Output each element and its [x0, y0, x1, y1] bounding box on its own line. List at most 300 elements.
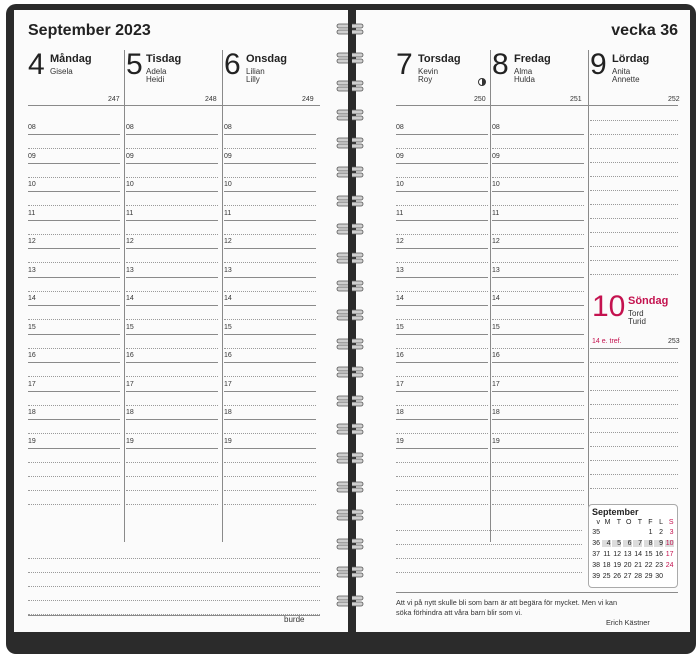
half-hour-rule	[126, 376, 218, 377]
hour-label: 12	[396, 238, 404, 245]
name-day: Kevin	[418, 67, 439, 76]
hour-rule	[126, 391, 218, 392]
spiral-ring	[336, 337, 364, 351]
half-hour-rule	[492, 205, 584, 206]
half-hour-rule	[224, 462, 316, 463]
half-hour-rule	[396, 177, 488, 178]
calendar-week-number: 37	[592, 551, 600, 558]
day-number: 10	[592, 290, 626, 323]
half-hour-rule	[126, 319, 218, 320]
spiral-ring	[336, 51, 364, 65]
sunday-note-rule	[590, 474, 678, 475]
half-hour-rule	[28, 177, 120, 178]
hour-label: 11	[224, 209, 232, 217]
saturday-rule	[590, 218, 678, 219]
day-name: Onsdag	[246, 53, 287, 65]
spiral-ring	[336, 108, 364, 122]
name-day: Heidi	[146, 75, 165, 84]
calendar-day: 7	[633, 540, 642, 547]
hour-rule	[28, 334, 120, 335]
half-hour-rule	[492, 291, 584, 292]
half-hour-rule	[224, 177, 316, 178]
hour-rule	[396, 220, 488, 221]
half-hour-rule	[396, 433, 488, 434]
hour-rule	[126, 134, 218, 135]
calendar-day: 10	[665, 540, 674, 547]
spiral-ring	[336, 394, 364, 408]
top-rule	[28, 105, 320, 106]
hour-rule	[224, 163, 316, 164]
day-name: Fredag	[514, 53, 551, 65]
hour-rule	[126, 448, 218, 449]
day-name: Torsdag	[418, 53, 461, 65]
sunday-note-rule	[590, 362, 678, 363]
calendar-day: 21	[634, 562, 642, 569]
spiral-ring	[336, 136, 364, 150]
half-hour-rule	[224, 205, 316, 206]
week-title: vecka 36	[611, 22, 678, 39]
name-day: Gisela	[50, 67, 73, 76]
note-rule	[28, 558, 320, 559]
note-rule	[492, 490, 584, 491]
half-hour-rule	[396, 462, 488, 463]
name-day: Anita	[612, 67, 631, 76]
quote-author: Erich Kästner	[606, 618, 650, 627]
hour-rule	[224, 191, 316, 192]
hour-label: 14	[126, 295, 134, 302]
hour-label: 10	[28, 181, 36, 188]
note-rule	[28, 572, 320, 573]
spiral-ring	[336, 422, 364, 436]
hour-rule	[224, 334, 316, 335]
half-hour-rule	[492, 148, 584, 149]
note-rule	[28, 600, 320, 601]
day-number: 7	[396, 48, 413, 81]
hour-rule	[492, 448, 584, 449]
half-hour-rule	[224, 376, 316, 377]
calendar-day: 6	[623, 540, 632, 547]
calendar-day: 9	[654, 540, 663, 547]
hour-rule	[396, 248, 488, 249]
hour-label: 08	[396, 124, 404, 131]
hour-label: 15	[224, 323, 232, 331]
bottom-rule	[28, 615, 320, 616]
day-of-year: 250	[474, 96, 486, 103]
day-of-year: 252	[668, 96, 680, 103]
calendar-day: 24	[665, 562, 674, 569]
calendar-day: 16	[655, 551, 663, 558]
calendar-day: 11	[603, 551, 611, 558]
hour-rule	[396, 334, 488, 335]
saturday-rule	[590, 176, 678, 177]
half-hour-rule	[492, 462, 584, 463]
note-rule	[396, 530, 582, 531]
hour-label: 14	[28, 295, 36, 302]
hour-rule	[224, 220, 316, 221]
half-hour-rule	[126, 433, 218, 434]
calendar-day: 29	[644, 573, 653, 580]
hour-label: 19	[28, 437, 36, 445]
sunday-note-rule	[590, 376, 678, 377]
spiral-ring	[336, 165, 364, 179]
half-hour-rule	[492, 177, 584, 178]
quote-rule	[396, 592, 678, 593]
calendar-day: 27	[623, 573, 632, 580]
column-divider	[124, 50, 125, 542]
hour-label: 19	[396, 437, 404, 445]
half-hour-rule	[126, 348, 218, 349]
calendar-header: O	[626, 519, 632, 526]
name-day: Lilian	[246, 67, 265, 76]
calendar-day: 18	[602, 562, 611, 569]
name-day: Annette	[612, 75, 640, 84]
name-day: Adela	[146, 67, 167, 76]
saturday-rule	[590, 162, 678, 163]
hour-rule	[396, 163, 488, 164]
sunday-note-rule	[590, 446, 678, 447]
hour-rule	[396, 448, 488, 449]
hour-rule	[396, 362, 488, 363]
day-name: Måndag	[50, 53, 92, 65]
calendar-week-number: 39	[592, 573, 600, 580]
saturday-rule	[590, 232, 678, 233]
half-hour-rule	[396, 205, 488, 206]
hour-label: 08	[224, 124, 232, 131]
day-number: 8	[492, 48, 509, 81]
hour-label: 13	[224, 266, 232, 274]
half-hour-rule	[396, 234, 488, 235]
note-rule	[396, 544, 582, 545]
hour-label: 15	[126, 323, 134, 331]
sunday-note-rule	[590, 488, 678, 489]
hour-rule	[126, 362, 218, 363]
hour-rule	[126, 277, 218, 278]
name-day: Hulda	[514, 75, 535, 84]
saturday-rule	[590, 134, 678, 135]
column-divider	[222, 50, 223, 542]
hour-rule	[28, 163, 120, 164]
half-hour-rule	[126, 462, 218, 463]
sunday-note-rule	[590, 418, 678, 419]
hour-rule	[28, 362, 120, 363]
note-rule	[396, 476, 488, 477]
calendar-day: 2	[659, 529, 663, 536]
hour-label: 08	[28, 124, 36, 131]
day-header-friday	[492, 50, 588, 90]
note-rule	[492, 476, 584, 477]
spiral-ring	[336, 565, 364, 579]
note-rule	[396, 490, 488, 491]
hour-label: 16	[28, 352, 36, 359]
saturday-rule	[590, 260, 678, 261]
note-rule	[28, 490, 120, 491]
half-hour-rule	[396, 262, 488, 263]
column-divider	[490, 50, 491, 542]
note-rule	[126, 476, 218, 477]
hour-label: 08	[126, 124, 134, 131]
hour-rule	[28, 391, 120, 392]
calendar-week-number: 35	[592, 529, 600, 536]
calendar-week-number: 38	[592, 562, 600, 569]
hour-label: 19	[224, 437, 232, 445]
half-hour-rule	[492, 348, 584, 349]
half-hour-rule	[492, 234, 584, 235]
day-of-year: 251	[570, 96, 582, 103]
mini-calendar-title: September	[592, 507, 639, 517]
half-hour-rule	[224, 148, 316, 149]
hour-label: 10	[224, 181, 232, 188]
hour-label: 18	[28, 409, 36, 416]
half-hour-rule	[492, 433, 584, 434]
month-year-title: September 2023	[28, 22, 151, 39]
hour-label: 13	[126, 266, 134, 274]
hour-label: 10	[492, 181, 500, 188]
hour-rule	[28, 277, 120, 278]
sunday-note-rule	[590, 404, 678, 405]
half-hour-rule	[224, 291, 316, 292]
half-hour-rule	[126, 148, 218, 149]
note-rule	[224, 476, 316, 477]
note-rule	[224, 490, 316, 491]
quote-line-1: Att vi på nytt skulle bli som barn är att begära för mycket. Men vi kan	[396, 598, 618, 607]
calendar-header: T	[637, 519, 642, 526]
name-day: Lilly	[246, 75, 260, 84]
hour-rule	[28, 248, 120, 249]
hour-rule	[224, 419, 316, 420]
day-name: Söndag	[628, 295, 669, 307]
day-of-year: 248	[205, 96, 217, 103]
saturday-rule	[590, 204, 678, 205]
day-header-saturday	[590, 50, 686, 90]
half-hour-rule	[126, 234, 218, 235]
half-hour-rule	[126, 205, 218, 206]
hour-label: 14	[396, 295, 404, 302]
half-hour-rule	[126, 177, 218, 178]
spiral-ring	[336, 251, 364, 265]
half-hour-rule	[28, 348, 120, 349]
calendar-day: 8	[644, 540, 653, 547]
calendar-day: 25	[602, 573, 611, 580]
half-hour-rule	[492, 262, 584, 263]
note-rule	[396, 572, 582, 573]
spiral-ring	[336, 365, 364, 379]
hour-label: 18	[492, 409, 500, 416]
hour-label: 16	[126, 352, 134, 359]
day-of-year: 253	[668, 338, 680, 345]
hour-rule	[396, 305, 488, 306]
calendar-day: 15	[644, 551, 653, 558]
hour-rule	[492, 277, 584, 278]
calendar-day: 4	[602, 540, 611, 547]
saturday-rule	[590, 148, 678, 149]
half-hour-rule	[28, 148, 120, 149]
calendar-day: 5	[612, 540, 621, 547]
sunday-note-rule	[590, 432, 678, 433]
hour-rule	[396, 391, 488, 392]
hour-rule	[28, 448, 120, 449]
note-rule	[396, 504, 488, 505]
hour-rule	[492, 220, 584, 221]
hour-rule	[492, 191, 584, 192]
brand-logo: burde	[284, 615, 305, 624]
day-header-monday	[28, 50, 124, 90]
half-hour-rule	[224, 348, 316, 349]
hour-label: 15	[28, 323, 36, 331]
spiral-ring	[336, 279, 364, 293]
hour-rule	[492, 305, 584, 306]
spiral-ring	[336, 451, 364, 465]
day-number: 5	[126, 48, 143, 81]
sunday-note: 14 e. tref.	[592, 338, 622, 345]
saturday-rule	[590, 274, 678, 275]
hour-label: 13	[492, 266, 500, 274]
hour-rule	[492, 334, 584, 335]
hour-rule	[492, 248, 584, 249]
calendar-day: 22	[644, 562, 653, 569]
name-day: Alma	[514, 67, 533, 76]
half-hour-rule	[492, 319, 584, 320]
note-rule	[28, 504, 120, 505]
hour-label: 11	[126, 209, 134, 217]
hour-rule	[396, 134, 488, 135]
spiral-ring	[336, 308, 364, 322]
sunday-note-rule	[590, 390, 678, 391]
hour-label: 16	[492, 352, 500, 359]
left-page	[14, 10, 348, 632]
half-hour-rule	[396, 148, 488, 149]
calendar-day: 12	[613, 551, 621, 558]
hour-rule	[28, 191, 120, 192]
half-hour-rule	[28, 319, 120, 320]
hour-rule	[224, 277, 316, 278]
hour-rule	[126, 163, 218, 164]
hour-rule	[492, 163, 584, 164]
hour-label: 11	[396, 209, 404, 217]
half-hour-rule	[224, 262, 316, 263]
sunday-note-rule	[590, 460, 678, 461]
hour-label: 18	[126, 409, 134, 416]
hour-rule	[126, 305, 218, 306]
hour-label: 09	[492, 152, 500, 160]
calendar-day: 17	[665, 551, 674, 558]
hour-label: 12	[492, 238, 500, 245]
hour-label: 10	[126, 181, 134, 188]
day-of-year: 249	[302, 96, 314, 103]
hour-label: 17	[396, 380, 404, 388]
hour-rule	[224, 391, 316, 392]
column-divider	[588, 50, 589, 542]
calendar-day: 20	[623, 562, 632, 569]
hour-label: 13	[396, 266, 404, 274]
hour-label: 12	[126, 238, 134, 245]
hour-rule	[28, 419, 120, 420]
name-day: Turid	[628, 317, 646, 326]
saturday-rule	[590, 120, 678, 121]
calendar-header: M	[604, 519, 611, 526]
hour-label: 11	[492, 209, 500, 217]
right-page	[356, 10, 690, 632]
hour-label: 09	[396, 152, 404, 160]
note-rule	[396, 558, 582, 559]
calendar-day: 3	[669, 529, 674, 536]
day-number: 9	[590, 48, 607, 81]
day-number: 4	[28, 48, 45, 81]
hour-label: 18	[396, 409, 404, 416]
saturday-rule	[590, 246, 678, 247]
hour-label: 18	[224, 409, 232, 416]
calendar-week-number: 36	[592, 540, 600, 547]
spiral-ring	[336, 22, 364, 36]
half-hour-rule	[28, 433, 120, 434]
spiral-ring	[336, 194, 364, 208]
hour-rule	[126, 334, 218, 335]
calendar-day: 28	[634, 573, 642, 580]
hour-label: 19	[492, 437, 500, 445]
half-hour-rule	[28, 205, 120, 206]
half-hour-rule	[396, 348, 488, 349]
hour-rule	[492, 391, 584, 392]
half-hour-rule	[224, 433, 316, 434]
day-header-tuesday	[126, 50, 222, 90]
calendar-day: 26	[613, 573, 621, 580]
hour-label: 17	[28, 380, 36, 388]
half-hour-rule	[396, 319, 488, 320]
hour-label: 17	[126, 380, 134, 388]
spiral-ring	[336, 480, 364, 494]
calendar-header: T	[616, 519, 621, 526]
hour-label: 16	[396, 352, 404, 359]
hour-rule	[126, 220, 218, 221]
calendar-day: 30	[655, 573, 663, 580]
hour-rule	[224, 305, 316, 306]
calendar-day: 1	[648, 529, 653, 536]
note-rule	[28, 476, 120, 477]
half-hour-rule	[126, 405, 218, 406]
half-hour-rule	[28, 405, 120, 406]
top-rule	[396, 105, 678, 106]
hour-label: 15	[396, 323, 404, 331]
name-day: Tord	[628, 309, 644, 318]
note-rule	[126, 490, 218, 491]
note-rule	[492, 504, 584, 505]
spiral-ring	[336, 594, 364, 608]
hour-label: 17	[224, 380, 232, 388]
day-of-year: 247	[108, 96, 120, 103]
moon-phase-icon	[478, 78, 486, 86]
note-rule	[224, 504, 316, 505]
hour-rule	[396, 419, 488, 420]
day-name: Tisdag	[146, 53, 182, 65]
hour-rule	[492, 419, 584, 420]
half-hour-rule	[396, 376, 488, 377]
calendar-day: 14	[634, 551, 642, 558]
hour-rule	[126, 191, 218, 192]
day-header-wednesday	[224, 50, 320, 90]
calendar-day: 13	[623, 551, 632, 558]
hour-rule	[126, 419, 218, 420]
calendar-header: v	[596, 519, 600, 526]
half-hour-rule	[28, 234, 120, 235]
half-hour-rule	[224, 234, 316, 235]
half-hour-rule	[28, 462, 120, 463]
day-number: 6	[224, 48, 241, 81]
hour-rule	[126, 248, 218, 249]
saturday-rule	[590, 190, 678, 191]
calendar-header: F	[648, 519, 653, 526]
hour-label: 08	[492, 124, 500, 131]
hour-rule	[492, 134, 584, 135]
hour-rule	[224, 448, 316, 449]
